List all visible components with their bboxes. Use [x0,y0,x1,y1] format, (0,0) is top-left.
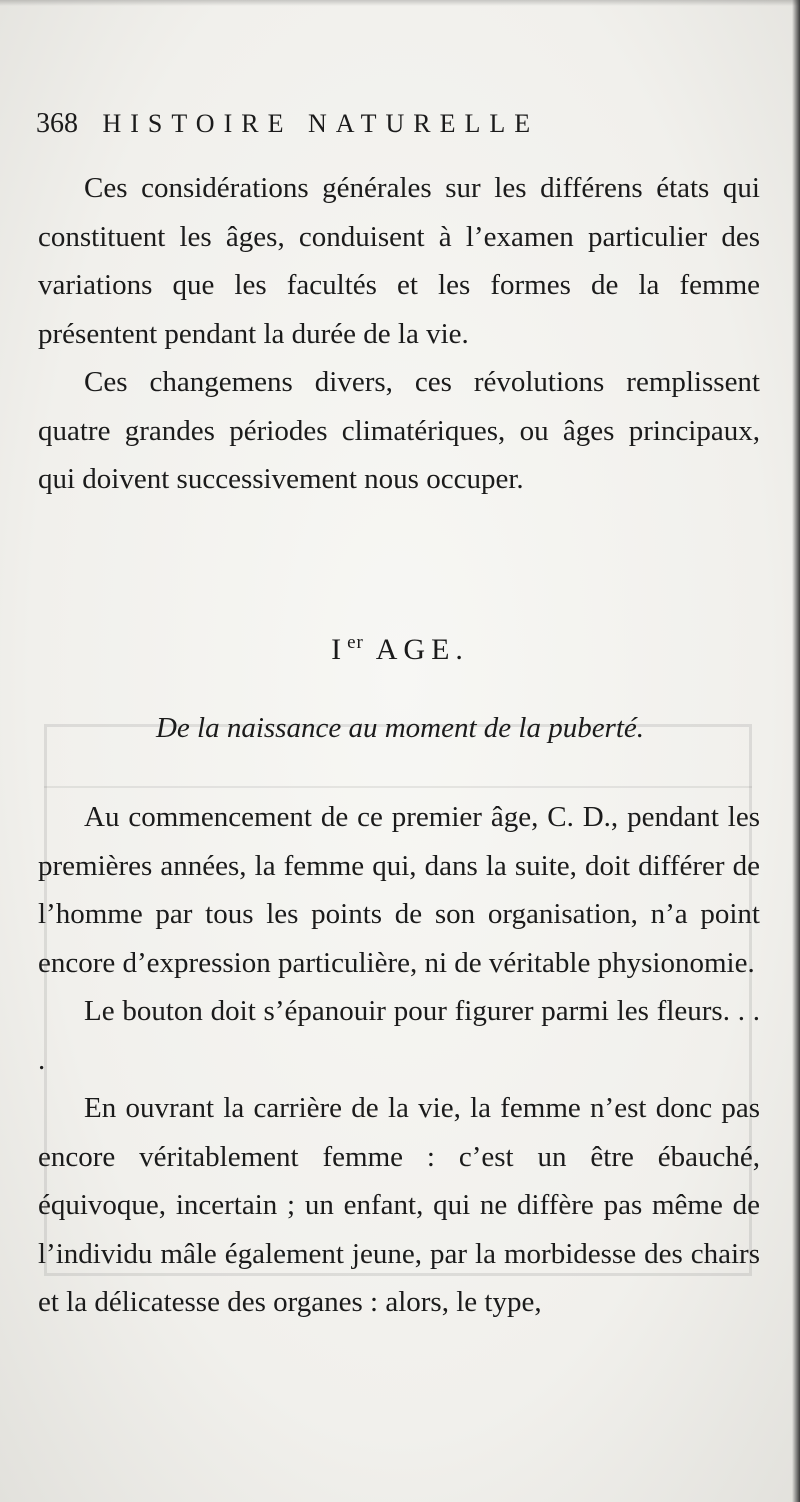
section-subheading: De la naissance au moment de la puberté. [155,712,645,744]
section-number-suffix: er [347,632,364,653]
paragraph: Ces considérations générales sur les différens états qui constituent les âges, conduisent à l’examen particulier des variations que les facultés et les formes de la femme présentent pendant la durée de la vie. [38,172,760,350]
body-text-top [38,164,760,504]
section-heading [0,632,800,667]
running-head [36,108,756,140]
paragraph: Au commencement de ce premier âge, C. D., pendant les premières années, la femme qui, dans la suite, doit différer de l’homme par tous les points de son organisation, n’a point encore d’expression particulière, ni de véritable physionomie. [38,801,760,979]
scan-right-shadow [792,0,800,1502]
section-number: I [331,633,348,666]
body-text-bottom [38,793,760,1327]
paragraph: En ouvrant la carrière de la vie, la femme n’est donc pas encore véritablement femme : c’est un être ébauché, équivoque, incertain ; un enfant, qui ne diffère pas même de l’individu mâle également jeune, par la morbidesse des chairs et la délicatesse des organes : alors, le type, [38,1092,760,1318]
paragraph: Le bouton doit s’épanouir pour figurer parmi les fleurs. . . . [38,995,760,1076]
section-label: AGE. [375,633,469,666]
running-title: HISTOIRE NATURELLE [102,109,540,138]
page-number: 368 [36,108,78,139]
bleed-through-rule [44,786,752,788]
scan-top-shadow [0,0,800,6]
paragraph: Ces changemens divers, ces révolutions remplissent quatre grandes périodes climatériques, ou âges principaux, qui doivent successivement nous occuper. [38,366,760,495]
